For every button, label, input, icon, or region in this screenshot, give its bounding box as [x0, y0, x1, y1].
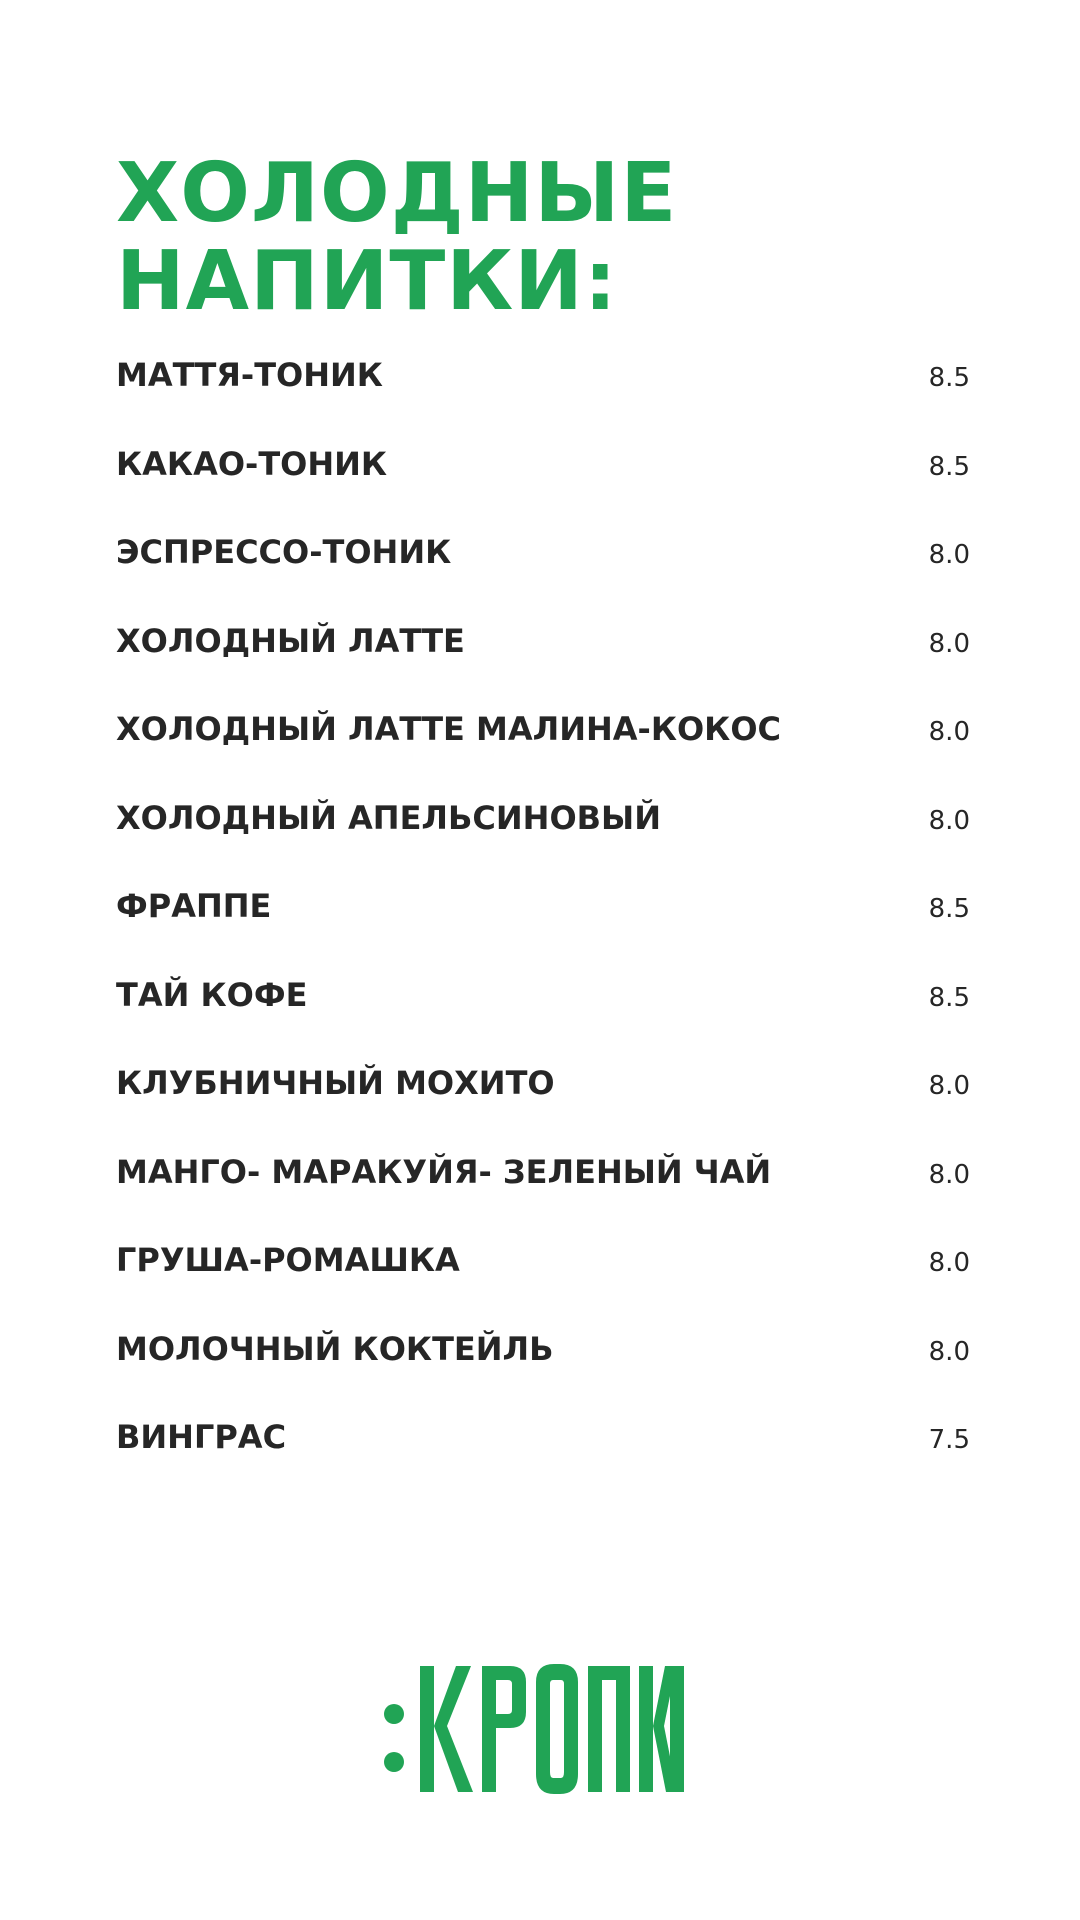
menu-item: [116, 1222, 970, 1311]
menu-item-name: КАКАО-ТОНИК: [116, 444, 388, 483]
menu-item-price: 8.0: [928, 628, 970, 659]
menu-item-price: 8.0: [928, 1336, 970, 1367]
menu-item-price: 8.0: [928, 1071, 970, 1101]
menu-item-price: 7.5: [928, 1425, 970, 1455]
menu-item-price: 8.0: [928, 540, 970, 570]
menu-item-price: 8.0: [928, 805, 970, 836]
menu-item-name: ЭСПРЕССО-ТОНИК: [116, 533, 452, 571]
menu-item: [116, 1045, 970, 1134]
menu-item-name: ФРАППЕ: [116, 887, 272, 925]
menu-item-name: МОЛОЧНЫЙ КОКТЕЙЛЬ: [116, 1329, 554, 1368]
menu-item: [116, 337, 970, 426]
kropki-logo: [384, 1664, 684, 1794]
drinks-menu: [116, 337, 970, 1488]
menu-item-price: 8.0: [928, 1159, 970, 1190]
page-title: [116, 146, 678, 329]
menu-item-name: ГРУША-РОМАШКА: [116, 1241, 460, 1279]
menu-item-name: МАТТЯ-ТОНИК: [116, 356, 383, 394]
menu-item-name: КЛУБНИЧНЫЙ МОХИТО: [116, 1064, 555, 1102]
menu-item: [116, 1311, 970, 1400]
menu-item: [116, 426, 970, 515]
title-line-2: НАПИТКИ:: [116, 234, 618, 329]
title-line-1: ХОЛОДНЫЕ: [116, 146, 678, 241]
menu-item: [116, 514, 970, 603]
menu-item-price: 8.5: [928, 894, 970, 924]
menu-item-name: МАНГО- МАРАКУЙЯ- ЗЕЛЕНЫЙ ЧАЙ: [116, 1152, 772, 1191]
kropki-logo-mark: [384, 1664, 684, 1794]
menu-item: [116, 603, 970, 692]
menu-item: [116, 691, 970, 780]
menu-item: [116, 1134, 970, 1223]
menu-item-price: 8.0: [928, 1248, 970, 1278]
menu-item-name: ВИНГРАС: [116, 1418, 287, 1456]
menu-item-price: 8.5: [928, 982, 970, 1013]
menu-item-name: ХОЛОДНЫЙ ЛАТТЕ МАЛИНА-КОКОС: [116, 710, 782, 748]
menu-item-name: ТАЙ КОФЕ: [116, 975, 308, 1014]
menu-item-price: 8.0: [928, 717, 970, 747]
menu-item-name: ХОЛОДНЫЙ АПЕЛЬСИНОВЫЙ: [116, 798, 661, 837]
menu-item: [116, 1399, 970, 1488]
menu-item-price: 8.5: [928, 451, 970, 482]
menu-item: [116, 868, 970, 957]
menu-item: [116, 957, 970, 1046]
menu-item-name: ХОЛОДНЫЙ ЛАТТЕ: [116, 621, 465, 660]
menu-item: [116, 780, 970, 869]
menu-item-price: 8.5: [928, 363, 970, 393]
